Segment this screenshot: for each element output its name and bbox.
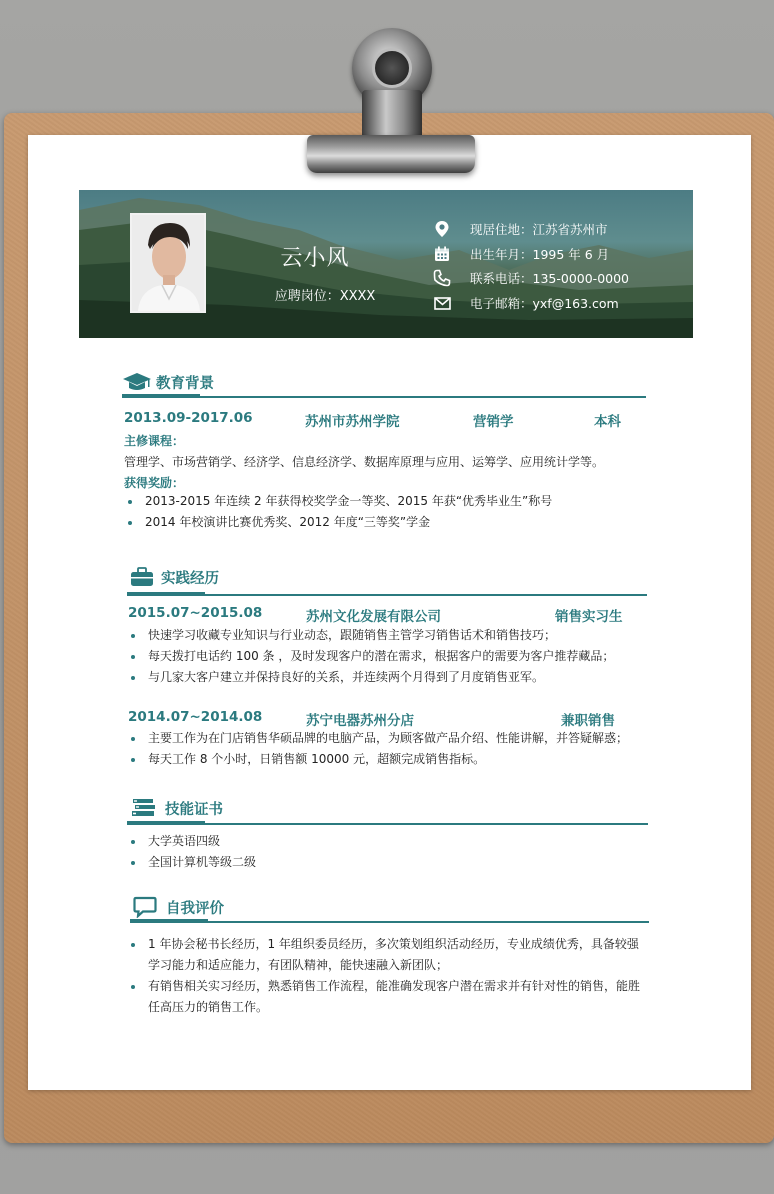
list-item: 每天工作 8 个小时，日销售额 10000 元，超额完成销售指标。	[127, 749, 628, 770]
job-company: 苏宁电器苏州分店	[306, 713, 414, 729]
graduation-cap-icon	[122, 371, 152, 393]
courses-text: 管理学、市场营销学、经济学、信息经济学、数据库原理与应用、运筹学、应用统计学等。	[124, 455, 605, 469]
location-pin-icon	[432, 219, 452, 239]
list-item: 与几家大客户建立并保持良好的关系，并连续两个月得到了月度销售亚军。	[127, 667, 614, 688]
envelope-icon	[432, 293, 452, 313]
education-row	[124, 410, 644, 428]
list-item: 有销售相关实习经历，熟悉销售工作流程，能准确发现客户潜在需求并有针对性的销售，能胜任高压力的销售工作。	[127, 976, 647, 1018]
job-company: 苏州文化发展有限公司	[306, 609, 441, 625]
list-item: 每天拨打电话约 100 条 ，及时发现客户的潜在需求，根据客户的需要为客户推荐藏品；	[127, 646, 614, 667]
list-item: 主要工作为在门店销售华硕品牌的电脑产品，为顾客做产品介绍、性能讲解，并答疑解惑；	[127, 728, 628, 749]
list-item: 快速学习收藏专业知识与行业动态，跟随销售主管学习销售话术和销售技巧；	[127, 625, 614, 646]
section-divider	[122, 396, 646, 398]
section-title-practice	[127, 565, 219, 589]
section-title-skills	[129, 796, 223, 820]
section-divider	[130, 921, 649, 923]
job-period: 2014.07~2014.08	[128, 709, 263, 725]
list-item: 全国计算机等级二级	[127, 852, 256, 873]
job-target: 应聘岗位：XXXX	[274, 289, 376, 304]
section-title-education	[122, 370, 214, 394]
education-major: 营销学	[473, 414, 514, 430]
list-item: 2013-2015 年连续 2 年获得校奖学金一等奖、2015 年获“优秀毕业生”称号	[124, 491, 552, 512]
clip-hole	[372, 48, 412, 88]
self-title: 自我评价	[166, 900, 224, 917]
job-row-1	[128, 605, 648, 623]
section-title-self	[130, 895, 224, 919]
skills-title: 技能证书	[165, 801, 223, 818]
info-row-phone	[432, 268, 629, 288]
job-period: 2015.07~2015.08	[128, 605, 263, 621]
info-row-location	[432, 219, 608, 239]
calendar-icon	[432, 244, 452, 264]
binder-clip	[307, 135, 475, 173]
phone-icon	[432, 268, 452, 288]
job-role: 销售实习生	[555, 609, 623, 625]
info-location-text: 现居住地：江苏省苏州市	[470, 222, 608, 237]
info-email-text: 电子邮箱：yxf@163.com	[470, 296, 619, 311]
section-divider	[127, 594, 647, 596]
info-row-email	[432, 293, 619, 313]
self-list	[127, 934, 647, 1018]
skills-list	[127, 831, 256, 873]
section-divider	[127, 823, 648, 825]
list-item: 大学英语四级	[127, 831, 256, 852]
info-phone-text: 联系电话：135-0000-0000	[470, 271, 630, 286]
candidate-name: 云小风	[280, 246, 350, 271]
job-role: 兼职销售	[561, 713, 615, 729]
education-period: 2013.09-2017.06	[124, 410, 253, 426]
speech-bubble-icon	[130, 896, 160, 918]
job-2-duties	[127, 728, 628, 770]
books-icon	[129, 797, 159, 819]
job-row-2	[128, 709, 648, 727]
info-birth-text: 出生年月：1995 年 6 月	[470, 247, 610, 262]
practice-title: 实践经历	[161, 570, 219, 587]
courses-label: 主修课程：	[124, 434, 185, 448]
education-degree: 本科	[594, 414, 621, 430]
list-item: 1 年协会秘书长经历，1 年组织委员经历，多次策划组织活动经历，专业成绩优秀，具备较强学习能力和适应能力，有团队精神，能快速融入新团队；	[127, 934, 647, 976]
briefcase-icon	[127, 566, 157, 588]
info-row-birth	[432, 244, 609, 264]
job-1-duties	[127, 625, 614, 688]
avatar	[130, 213, 206, 313]
education-school: 苏州市苏州学院	[305, 414, 400, 430]
portrait-photo	[132, 215, 204, 311]
list-item: 2014 年校演讲比赛优秀奖、2012 年度“三等奖”学金	[124, 512, 552, 533]
awards-label: 获得奖励：	[124, 476, 185, 490]
clip-neck	[362, 90, 422, 140]
awards-list	[124, 491, 552, 533]
education-title: 教育背景	[156, 375, 214, 392]
